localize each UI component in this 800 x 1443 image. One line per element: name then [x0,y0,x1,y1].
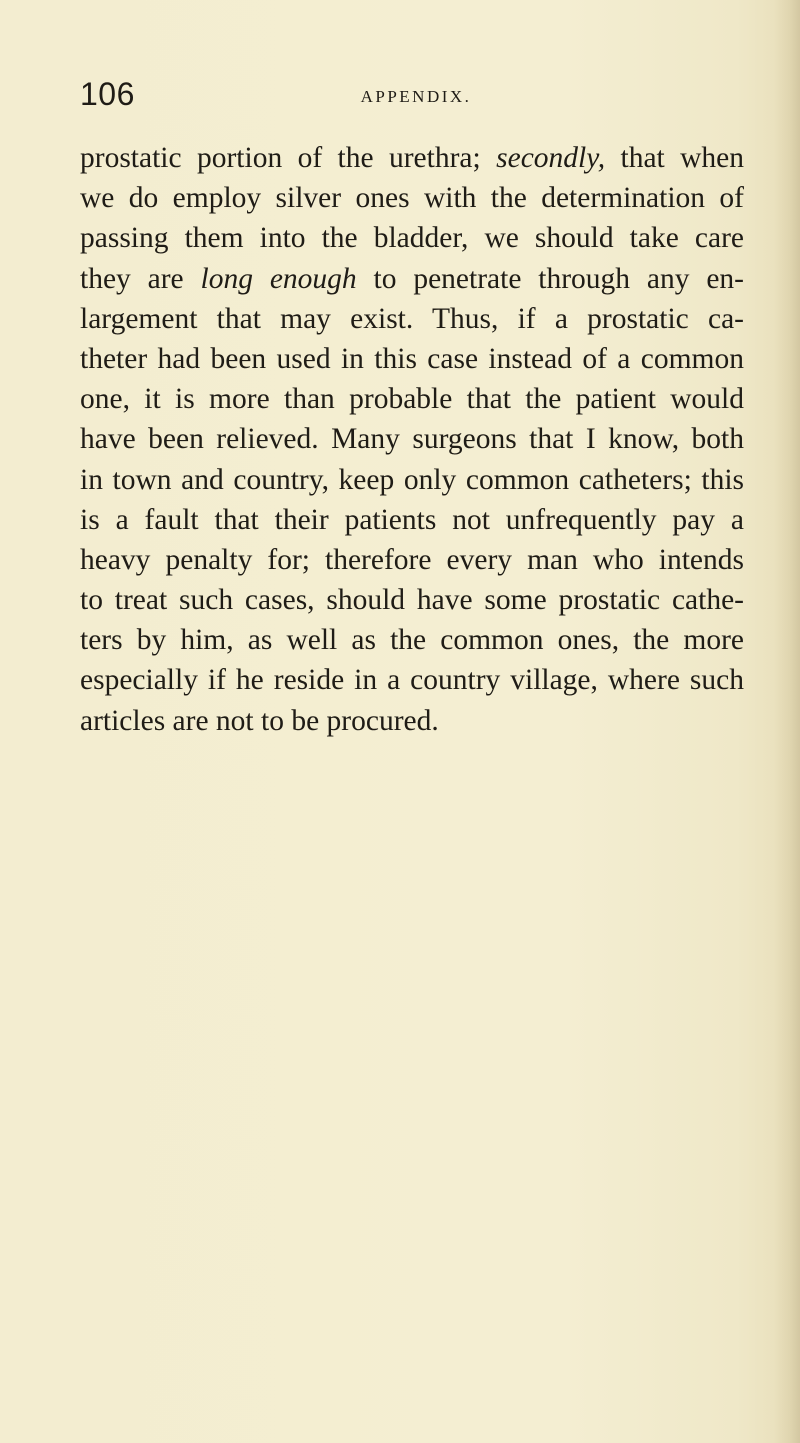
text-segment: they are [80,262,184,295]
body-paragraph [80,138,744,741]
text-segment: that when [620,142,745,174]
text-line: theter had been used in this case instead of a common [80,342,744,375]
text-line: to treat such cases, should have some prostatic cathe- [80,584,744,617]
text-line: heavy penalty for; therefore every man who intends [80,543,744,576]
italic-text: secondly, [496,142,606,174]
text-line: we do employ silver ones with the determination of [80,182,744,215]
text-line [80,259,744,299]
page-number: 106 [80,76,135,112]
text-line: largement that may exist. Thus, if a prostatic ca- [80,302,744,335]
running-head: APPENDIX. [360,87,472,106]
text-line: one, it is more than probable that the patient would [80,383,744,416]
italic-text: long enough [200,262,357,295]
text-line [80,138,744,178]
text-segment: prostatic portion of the urethra; [80,142,481,174]
text-line: have been relieved. Many surgeons that I know, both [80,423,744,456]
text-line: is a fault that their patients not unfrequently pay a [80,503,744,536]
text-line: in town and country, keep only common catheters; this [80,463,744,496]
text-segment: to penetrate through any en- [373,262,745,295]
page-edge-shadow [774,0,800,1443]
text-line: ters by him, as well as the common ones, the more [80,624,744,657]
page-header [80,76,744,116]
text-line: articles are not to be procured. [80,704,439,737]
text-line: especially if he reside in a country village, where such [80,664,744,697]
text-line: passing them into the bladder, we should take care [80,222,744,255]
